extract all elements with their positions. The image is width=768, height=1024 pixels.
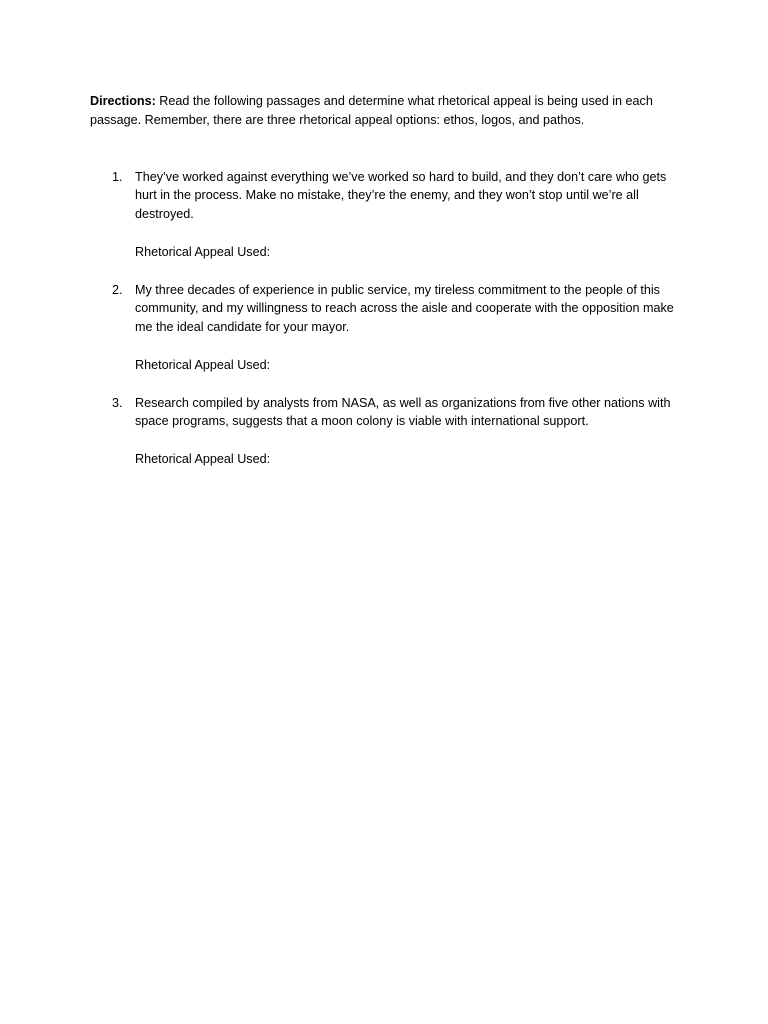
directions-paragraph (90, 92, 690, 130)
passage-item-1 (90, 168, 690, 262)
directions-label: Directions: (90, 94, 156, 108)
rhetorical-appeal-label: Rhetorical Appeal Used: (135, 244, 271, 259)
passage-number: 1. (112, 169, 123, 184)
passage-item-2 (90, 281, 690, 375)
passage-number: 2. (112, 282, 123, 297)
passage-text: My three decades of experience in public service, my tireless commitment to the people of this community, and my willingness to reach across the aisle and cooperate with the opposition make me the ideal candidate for your mayor. (135, 282, 674, 335)
passage-text: Research compiled by analysts from NASA, as well as organizations from five other nations with space programs, suggests that a moon colony is viable with international support. (135, 395, 671, 429)
document-page (90, 92, 690, 488)
passage-list (90, 168, 690, 469)
passage-text: They’ve worked against everything we’ve worked so hard to build, and they don’t care who gets hurt in the process. Make no mistake, they’re the enemy, and they won’t stop until we’re all destroyed. (135, 169, 667, 222)
passage-number: 3. (112, 395, 123, 410)
rhetorical-appeal-label: Rhetorical Appeal Used: (135, 451, 271, 466)
directions-text: Read the following passages and determine what rhetorical appeal is being used in each passage. Remember, there are three rhetorical appeal options: ethos, logos, and pathos. (90, 94, 653, 127)
passage-item-3 (90, 394, 690, 469)
rhetorical-appeal-label: Rhetorical Appeal Used: (135, 357, 271, 372)
